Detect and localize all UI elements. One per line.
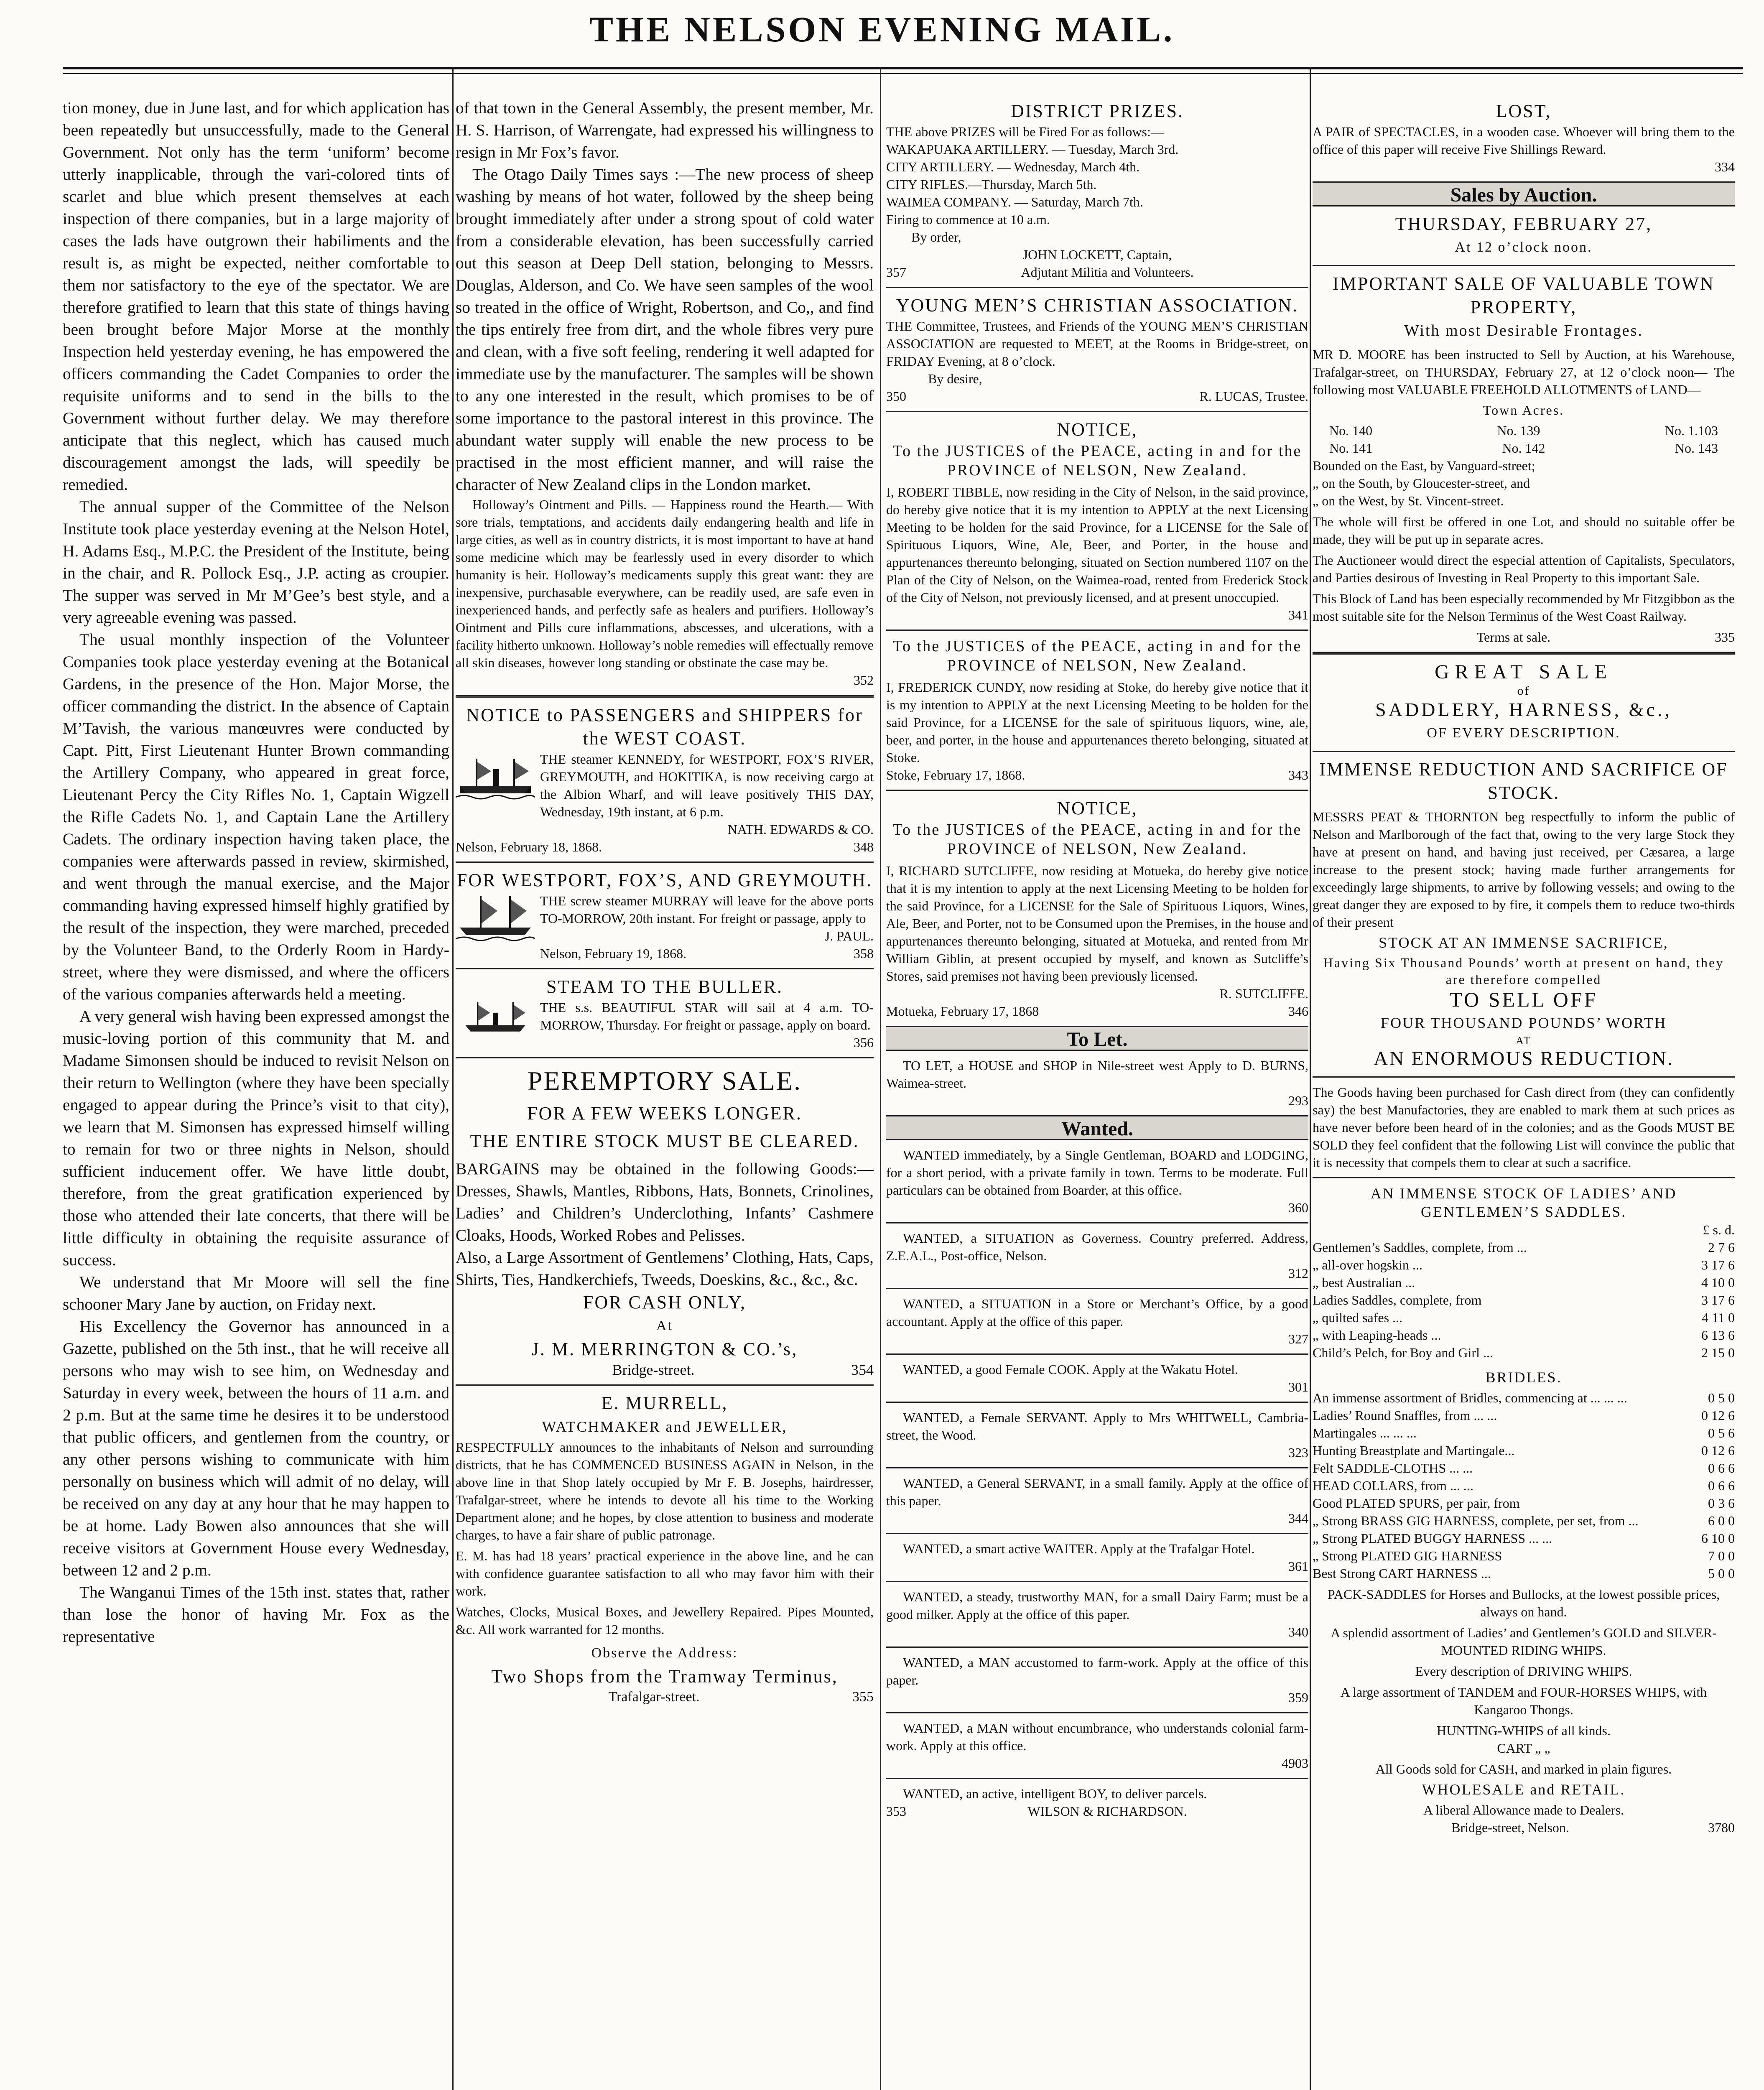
item-price: 2 15 0 bbox=[1701, 1345, 1735, 1360]
holloway-ad: Holloway’s Ointment and Pills. — Happiness round the Hearth.— With sore trials, temptations, and accidents daily endangering health and life in large cities, as well as in country districts, it is most important to have at hand some medicine which may be fearlessly used in every disorder to which humanity is heir. Holloway’s medicaments supply this great want: they are inexpensive, purchasable everywhere, can be readily used, are safe even in inexperienced hands, and perfectly safe as healers and purifiers. Holloway’s Ointment and Pills cure inflammations, abscesses, and ulcerations, with a facility hitherto unknown. Holloway’s noble remedies will effectually remove all skin diseases, however long standing or obstinate the case may be. bbox=[456, 497, 874, 670]
ad-signature: Adjutant Militia and Volunteers. bbox=[1021, 265, 1194, 280]
ad-subheading: OF EVERY DESCRIPTION. bbox=[1427, 725, 1621, 741]
ad-number: 361 bbox=[1288, 1559, 1308, 1574]
ad-body: THE steamer KENNEDY, for WESTPORT, FOX’S RIVER, GREYMOUTH, and HOKITIKA, is now receiving cargo at the Albion Wharf, and will leave positively THIS DAY, Wednesday, 19th instant, at 6 p.m. bbox=[540, 752, 874, 819]
item-price: 0 5 6 bbox=[1708, 1425, 1735, 1440]
masthead-rule-thin bbox=[63, 73, 1743, 74]
item-name: HEAD COLLARS, from ... ... bbox=[1313, 1478, 1473, 1493]
column-divider bbox=[452, 67, 454, 2090]
ad-subheading: THE ENTIRE STOCK MUST BE CLEARED. bbox=[470, 1131, 859, 1151]
separator bbox=[1313, 265, 1735, 266]
ad-line: Observe the Address: bbox=[591, 1645, 738, 1661]
steamer-icon bbox=[456, 750, 535, 805]
ad-wanted: WANTED, a Female SERVANT. Apply to Mrs WHITWELL, Cambria-street, the Wood. bbox=[886, 1410, 1308, 1443]
item-price: 7 0 0 bbox=[1708, 1548, 1735, 1563]
ad-line: „ on the West, by St. Vincent-street. bbox=[1313, 493, 1504, 508]
item-price: 0 6 6 bbox=[1708, 1478, 1735, 1493]
ad-body: The Auctioneer would direct the especial attention of Capitalists, Speculators, and Parties desirous of Investing in Real Property to this important Sale. bbox=[1313, 553, 1735, 585]
ad-body: Watches, Clocks, Musical Boxes, and Jewellery Repaired. Pipes Mounted, &c. All work warranted for 12 months. bbox=[456, 1604, 874, 1637]
ad-subheading: With most Desirable Frontages. bbox=[1404, 322, 1643, 339]
lot-number: No. 143 bbox=[1675, 441, 1718, 456]
ad-line: Having Six Thousand Pounds’ worth at present on hand, they are therefore compelled bbox=[1323, 955, 1724, 987]
item-name: „ Strong BRASS GIG HARNESS, complete, per set, from ... bbox=[1313, 1513, 1639, 1528]
item-name: „ quilted safes ... bbox=[1313, 1310, 1403, 1325]
ad-wanted: WANTED, a good Female COOK. Apply at the Wakatu Hotel. bbox=[903, 1362, 1239, 1377]
item-price: 2 7 6 bbox=[1708, 1240, 1735, 1255]
article-paragraph: We understand that Mr Moore will sell the fine schooner Mary Jane by auction, on Friday next. bbox=[63, 1273, 449, 1313]
ad-line: AT bbox=[1516, 1035, 1532, 1047]
column-divider bbox=[880, 67, 881, 2090]
ad-number: 293 bbox=[1288, 1093, 1308, 1108]
ad-body: THE Committee, Trustees, and Friends of the YOUNG MEN’S CHRISTIAN ASSOCIATION are requested to MEET, at the Rooms in Bridge-street, on FRIDAY Evening, at 8 o’clock. bbox=[886, 319, 1308, 369]
saddle-price-list bbox=[1313, 1239, 1735, 1361]
ad-street: Trafalgar-street. bbox=[608, 1689, 700, 1705]
ad-number: 359 bbox=[1288, 1690, 1308, 1705]
ad-subheading: WATCHMAKER and JEWELLER, bbox=[542, 1418, 788, 1435]
price-row bbox=[1313, 1407, 1735, 1424]
lot-number: No. 139 bbox=[1497, 423, 1540, 438]
ad-number: 343 bbox=[1288, 767, 1308, 782]
ad-number: 356 bbox=[854, 1035, 874, 1050]
steamer-icon bbox=[456, 999, 535, 1045]
ad-line: CART „ „ bbox=[1497, 1741, 1550, 1756]
lot-number: No. 141 bbox=[1329, 441, 1373, 456]
item-price: 0 5 0 bbox=[1708, 1390, 1735, 1405]
ad-number: 323 bbox=[1288, 1445, 1308, 1460]
ad-subheading: FOR A FEW WEEKS LONGER. bbox=[527, 1103, 802, 1124]
ad-number: 360 bbox=[1288, 1200, 1308, 1215]
ad-heading: IMPORTANT SALE OF VALUABLE TOWN PROPERTY, bbox=[1333, 273, 1715, 317]
separator bbox=[886, 1288, 1308, 1289]
ad-body: THE above PRIZES will be Fired For as follows:— bbox=[886, 124, 1164, 139]
list-heading: AN IMMENSE STOCK OF LADIES’ AND GENTLEMEN’S SADDLES. bbox=[1370, 1185, 1677, 1220]
lot-number: No. 1.103 bbox=[1665, 423, 1718, 438]
price-row bbox=[1313, 1424, 1735, 1442]
ad-date: Motueka, February 17, 1868 bbox=[886, 1004, 1039, 1019]
item-price: 0 12 6 bbox=[1701, 1443, 1735, 1458]
item-name: „ all-over hogskin ... bbox=[1313, 1257, 1423, 1272]
item-price: 3 17 6 bbox=[1701, 1257, 1735, 1272]
ad-street: Bridge-street, Nelson. bbox=[1451, 1820, 1569, 1835]
ad-line: „ on the South, by Gloucester-street, and bbox=[1313, 476, 1530, 491]
price-row bbox=[1313, 1442, 1735, 1459]
item-price: 5 0 0 bbox=[1708, 1566, 1735, 1581]
ad-date: Nelson, February 18, 1868. bbox=[456, 839, 602, 854]
ad-wanted: WANTED, an active, intelligent BOY, to deliver parcels. bbox=[903, 1786, 1207, 1801]
price-row bbox=[1313, 1459, 1735, 1477]
column-3 bbox=[886, 97, 1308, 1820]
article-paragraph: The Wanganui Times of the 15th inst. states that, rather than lose the honor of having Mr. Fox as the representative bbox=[63, 1583, 449, 1646]
ad-wanted: WANTED, a General SERVANT, in a small family. Apply at the office of this paper. bbox=[886, 1476, 1308, 1508]
price-row bbox=[1313, 1344, 1735, 1361]
price-row bbox=[1313, 1389, 1735, 1407]
separator bbox=[1313, 1076, 1735, 1078]
ad-date: Nelson, February 19, 1868. bbox=[540, 946, 687, 961]
ad-heading: STEAM TO THE BULLER. bbox=[546, 976, 783, 997]
ad-heading: PEREMPTORY SALE. bbox=[527, 1066, 802, 1096]
ad-number: 334 bbox=[1715, 159, 1735, 174]
ad-number: 355 bbox=[852, 1689, 874, 1705]
ad-number: 327 bbox=[1288, 1331, 1308, 1346]
ad-signature: JOHN LOCKETT, Captain, bbox=[1022, 247, 1172, 262]
price-row bbox=[1313, 1494, 1735, 1512]
ad-subheading: SADDLERY, HARNESS, &c., bbox=[1375, 699, 1672, 720]
ad-body: Also, a Large Assortment of Gentlemens’ Clothing, Hats, Caps, Shirts, Ties, Handkerchiefs, Tweeds, Doeskins, &c., &c., &c. bbox=[456, 1248, 874, 1289]
separator bbox=[886, 287, 1308, 288]
lot-number: No. 140 bbox=[1329, 423, 1373, 438]
ad-number: 357 bbox=[886, 265, 906, 280]
separator bbox=[886, 1778, 1308, 1779]
ad-body: MESSRS PEAT & THORNTON beg respectfully to inform the public of Nelson and Marlborough of the fact that, owing to the very large Stock they have at present on hand, and having just received, per Cæsarea, a large increase to the present stock; having made further arrangements for exceedingly large shipments, to arrive by following vessels; and owing to the great danger they are exposed to by fire, it compels them to reduce two-thirds of their present bbox=[1313, 809, 1735, 930]
ad-number: 3780 bbox=[1708, 1820, 1735, 1835]
ad-number: 358 bbox=[854, 946, 874, 961]
ad-subheading: To the JUSTICES of the PEACE, acting in and for the PROVINCE of NELSON, New Zealand. bbox=[892, 821, 1302, 858]
ad-to-let: TO LET, a HOUSE and SHOP in Nile-street west Apply to D. BURNS, Waimea-street. bbox=[886, 1058, 1308, 1091]
ad-date: Stoke, February 17, 1868. bbox=[886, 767, 1025, 782]
ad-subheading: To the JUSTICES of the PEACE, acting in and for the PROVINCE of NELSON, New Zealand. bbox=[892, 442, 1302, 479]
ad-number: 344 bbox=[1288, 1511, 1308, 1526]
price-header: £ s. d. bbox=[1703, 1222, 1735, 1237]
masthead bbox=[0, 0, 1764, 63]
ad-signature: WILSON & RICHARDSON. bbox=[1027, 1804, 1187, 1819]
ad-peremptory-sale bbox=[456, 1064, 874, 1379]
separator bbox=[456, 861, 874, 863]
ad-great-sale bbox=[1313, 660, 1735, 1836]
ad-number: 352 bbox=[854, 673, 874, 688]
ad-body: BARGAINS may be obtained in the following Goods:— Dresses, Shawls, Mantles, Ribbons, Hats, Bonnets, Crinolines, Ladies’ and Children’s Underclothing, Infants’ Cashmere Cloaks, Hoods, Worked Robes and Pelisses. bbox=[456, 1160, 874, 1244]
ad-body: THE screw steamer MURRAY will leave for the above ports TO-MORROW, 20th instant. For freight or passage, apply to bbox=[540, 893, 874, 926]
column-divider bbox=[1310, 67, 1311, 2090]
ad-number: 350 bbox=[886, 389, 906, 404]
ad-line: Every description of DRIVING WHIPS. bbox=[1415, 1664, 1632, 1679]
ad-number: 312 bbox=[1288, 1266, 1308, 1281]
steamer-icon bbox=[456, 892, 535, 946]
ad-subheading: To the JUSTICES of the PEACE, acting in and for the PROVINCE of NELSON, New Zealand. bbox=[892, 637, 1302, 674]
separator bbox=[886, 1712, 1308, 1713]
price-row bbox=[1313, 1547, 1735, 1565]
ad-line: of bbox=[1517, 684, 1530, 698]
ad-wanted: WANTED, a SITUATION as Governess. Country preferred. Address, Z.E.A.L., Post-office, Nelson. bbox=[886, 1231, 1308, 1263]
separator bbox=[886, 411, 1308, 412]
ad-body: I, FREDERICK CUNDY, now residing at Stoke, do hereby give notice that it is my intention to APPLY at the next Licensing Meeting to be holden for the said Province, for a LICENSE for the sale of spirituous liquors, wine, ale, beer, and porter, in the house and appurtenances thereto belonging, situated at Stoke. bbox=[886, 680, 1308, 765]
ad-line: A large assortment of TANDEM and FOUR-HORSES WHIPS, with Kangaroo Thongs. bbox=[1340, 1685, 1707, 1717]
ad-number: 335 bbox=[1714, 630, 1735, 645]
separator bbox=[456, 695, 874, 698]
ad-signature: NATH. EDWARDS & CO. bbox=[727, 822, 874, 837]
separator bbox=[886, 1353, 1308, 1355]
article-paragraph: of that town in the General Assembly, the present member, Mr. H. S. Harrison, of Warrengate, had expressed his willingness to resign in Mr Fox’s favor. bbox=[456, 99, 874, 161]
section-bar-to-let: To Let. bbox=[886, 1026, 1308, 1051]
ad-street: Bridge-street. bbox=[612, 1361, 695, 1378]
item-name: An immense assortment of Bridles, commencing at ... ... ... bbox=[1313, 1390, 1627, 1405]
ad-line: At bbox=[656, 1318, 673, 1333]
ad-town-property-auction bbox=[1313, 212, 1735, 646]
ad-wanted: WANTED, a steady, trustworthy MAN, for a small Dairy Farm; must be a good milker. Apply at the office of this paper. bbox=[886, 1589, 1308, 1622]
ad-body: This Block of Land has been especially recommended by Mr Fitzgibbon as the most suitable site for the Nelson Terminus of the West Coast Railway. bbox=[1313, 591, 1735, 624]
notice-sutcliffe bbox=[886, 797, 1308, 1020]
price-row bbox=[1313, 1512, 1735, 1529]
ad-line: TO SELL OFF bbox=[1449, 988, 1598, 1011]
item-name: Ladies Saddles, complete, from bbox=[1313, 1292, 1482, 1308]
article-paragraph: tion money, due in June last, and for which application has been repeatedly but unsuccessfully, made to the General Government. Not only has the term ‘uniform’ become utterly inapplicable, through the vari-colored tints of scarlet and blue which present themselves at each inspection of there companies, but in a large majority of cases the lads have outgrown their habiliments and the result is, as might be expected, neither comfortable to them nor satisfactory to the eye of the spectator. We are therefore gratified to learn that this state of things having been brought before Major Morse at the monthly Inspection held yesterday evening, he has empowered the officers commanding the Cadet Companies to order the requisite uniforms and to send in the bills to the Government without further delay. We may therefore anticipate that this neglect, which has caused much discouragement amongst the lads, will speedily be remedied. bbox=[63, 99, 449, 494]
ad-wanted: WANTED, a SITUATION in a Store or Merchant’s Office, by a good accountant. Apply at the office of this paper. bbox=[886, 1296, 1308, 1329]
separator bbox=[1313, 751, 1735, 752]
item-name: Hunting Breastplate and Martingale... bbox=[1313, 1443, 1515, 1458]
ad-line: All Goods sold for CASH, and marked in plain figures. bbox=[1375, 1761, 1672, 1776]
ad-line: Firing to commence at 10 a.m. bbox=[886, 212, 1050, 227]
separator bbox=[456, 1384, 874, 1386]
ad-line: By order, bbox=[911, 229, 961, 245]
item-name: Ladies’ Round Snaffles, from ... ... bbox=[1313, 1408, 1497, 1423]
item-price: 6 13 6 bbox=[1701, 1328, 1735, 1343]
item-name: Good PLATED SPURS, per pair, from bbox=[1313, 1496, 1520, 1511]
item-price: 6 0 0 bbox=[1708, 1513, 1735, 1528]
article-paragraph: His Excellency the Governor has announced in a Gazette, published on the 5th inst., that he will receive all persons who may wish to see him, on Wednesday and Saturday in every week, between the hours of 11 a.m. and 2 p.m. But at the same time he desires it to be understood that public officers, and gentlemen from the country, or any other persons wishing to communicate with him personally on business which will admit of no delay, will be received on any day at any hour that he may happen to be at home. Lady Bowen also announces that she will receive visitors at Government House every Wednesday, between 12 and 2 p.m. bbox=[63, 1317, 449, 1579]
ad-line: WAIMEA COMPANY. — Saturday, March 7th. bbox=[886, 194, 1143, 209]
ad-line: CITY ARTILLERY. — Wednesday, March 4th. bbox=[886, 159, 1140, 174]
ad-signature: R. LUCAS, Trustee. bbox=[1199, 389, 1308, 404]
item-name: Gentlemen’s Saddles, complete, from ... bbox=[1313, 1240, 1527, 1255]
auction-time: At 12 o’clock noon. bbox=[1455, 240, 1593, 255]
price-row bbox=[1313, 1529, 1735, 1547]
ad-heading: LOST, bbox=[1496, 101, 1552, 121]
section-bar-wanted: Wanted. bbox=[886, 1115, 1308, 1140]
ad-wanted: WANTED, a smart active WAITER. Apply at the Trafalgar Hotel. bbox=[903, 1541, 1255, 1556]
item-price: 0 6 6 bbox=[1708, 1460, 1735, 1476]
price-row bbox=[1313, 1309, 1735, 1326]
ad-heading: DISTRICT PRIZES. bbox=[1011, 101, 1184, 121]
list-heading: BRIDLES. bbox=[1485, 1369, 1562, 1386]
ad-firm: J. M. MERRINGTON & CO.’s, bbox=[531, 1339, 798, 1359]
ad-number: 301 bbox=[1288, 1379, 1308, 1394]
article-paragraph: The usual monthly inspection of the Volunteer Companies took place yesterday evening at the Botanical Gardens, in the presence of the Hon. Major Morse, the officer commanding the district. In the absence of Captain M’Tavish, the various manœuvres were conducted by Capt. Pitt, First Lieutenant Hunter Brown commanding the Artillery Company, who appeared in great force, Lieutenant Percy the City Rifles No. 1, Captain Wigzell the Rifle Cadets No. 1, and Captain Lane the Artillery Cadets. The ordinary inspection having taken place, the companies were afterwards passed in review, skirmished, and went through the manual exercise, and the Major commanding having expressed himself highly gratified by the result of the inspection, they were marched, preceded by the Volunteer Band, to the Orderly Room in Hardy-street, where they were dismissed, and where the officers of the various companies afterwards held a meeting. bbox=[63, 630, 449, 1003]
ad-number: 354 bbox=[851, 1361, 874, 1378]
ad-body: E. M. has had 18 years’ practical experience in the above line, and he can with confidence guarantee satisfaction to all who may favor him with their work. bbox=[456, 1548, 874, 1598]
ad-signature: R. SUTCLIFFE. bbox=[1219, 986, 1308, 1001]
ad-address: Two Shops from the Tramway Terminus, bbox=[491, 1666, 838, 1687]
ad-number: 4903 bbox=[1282, 1756, 1308, 1771]
separator bbox=[886, 1581, 1308, 1582]
separator bbox=[456, 968, 874, 969]
ad-ymca bbox=[886, 294, 1308, 405]
separator bbox=[886, 630, 1308, 631]
separator bbox=[456, 1057, 874, 1058]
ad-wanted: WANTED immediately, by a Single Gentleman, BOARD and LODGING, for a short period, with a private family in town. Terms to be moderate. Full particulars can be obtained from Boarder, at this office. bbox=[886, 1147, 1308, 1198]
ad-line: A splendid assortment of Ladies’ and Gentlemen’s GOLD and SILVER-MOUNTED RIDING WHIPS. bbox=[1331, 1625, 1717, 1658]
ad-body: I, ROBERT TIBBLE, now residing in the City of Nelson, in the said province, do hereby give notice that it is my intention to APPLY at the next Licensing Meeting to be holden for the said Province, for a LICENSE for the Sale of Spirituous Liquors, Wine, Ale, Beer, and Porter, in the house and appurtenances thereunto belonging, situated on Section numbered 1107 on the Plan of the City of Nelson, on the Waimea-road, rented from Frederick Stock of the City of Nelson, not previously licensed, and at present unoccupied. bbox=[886, 484, 1308, 605]
ad-murray bbox=[456, 869, 874, 962]
ad-line: PACK-SADDLES for Horses and Bullocks, at the lowest possible prices, always on hand. bbox=[1327, 1587, 1720, 1619]
ad-number: 353 bbox=[886, 1804, 906, 1819]
ad-heading: NOTICE, bbox=[1057, 798, 1138, 818]
item-name: Best Strong CART HARNESS ... bbox=[1313, 1566, 1491, 1581]
item-name: „ with Leaping-heads ... bbox=[1313, 1328, 1441, 1343]
price-row bbox=[1313, 1477, 1735, 1494]
ad-beautiful-star bbox=[456, 975, 874, 1051]
ad-line: FOR CASH ONLY, bbox=[583, 1292, 747, 1313]
ad-line: FOUR THOUSAND POUNDS’ WORTH bbox=[1381, 1014, 1667, 1031]
price-row bbox=[1313, 1291, 1735, 1309]
separator bbox=[886, 1647, 1308, 1648]
price-row bbox=[1313, 1274, 1735, 1291]
article-paragraph: The Otago Daily Times says :—The new process of sheep washing by means of hot water, followed by the sheep being brought immediately after under a strong spout of cold water from a considerable elevation, has been successfully carried out this season at Deep Dell station, belonging to Messrs. Douglas, Alderson, and Co. We have seen samples of the wool so treated in the office of Wright, Robertson, and Co,, and find the tips entirely free from dirt, and the whole fibres very pure and clean, with a five soft feeling, rendering it well adapted for immediate use by the manufacturer. The samples will be shown to any one interested in the result, which promises to be of some importance to the pastoral interest in this province. The abundant water supply will enable the new process to be practised in the most efficient manner, and will raise the character of New Zealand clips in the London market. bbox=[456, 165, 874, 494]
item-price: 4 11 0 bbox=[1702, 1310, 1735, 1325]
column-4 bbox=[1313, 97, 1735, 1842]
separator bbox=[1313, 1177, 1735, 1178]
ad-line: By desire, bbox=[928, 371, 982, 386]
ad-line: HUNTING-WHIPS of all kinds. bbox=[1437, 1723, 1611, 1738]
ad-body: MR D. MOORE has been instructed to Sell by Auction, at his Warehouse, Trafalgar-street, on THURSDAY, February 27, at 12 o’clock noon— The following most VALUABLE FREEHOLD ALLOTMENTS of LAND— bbox=[1313, 347, 1735, 397]
ad-heading: E. MURRELL, bbox=[601, 1393, 728, 1413]
separator bbox=[886, 790, 1308, 791]
item-name: Child’s Pelch, for Boy and Girl ... bbox=[1313, 1345, 1493, 1360]
item-price: 0 12 6 bbox=[1701, 1408, 1735, 1423]
ad-number: 341 bbox=[1288, 607, 1308, 622]
ad-district-prizes bbox=[886, 99, 1308, 281]
price-row bbox=[1313, 1256, 1735, 1274]
ad-subheading: IMMENSE REDUCTION AND SACRIFICE OF STOCK. bbox=[1319, 759, 1728, 803]
ad-heading: FOR WESTPORT, FOX’S, AND GREYMOUTH. bbox=[456, 870, 873, 890]
ad-heading: NOTICE, bbox=[1057, 419, 1138, 440]
notice-tibble bbox=[886, 418, 1308, 624]
article-paragraph: A very general wish having been expressed amongst the music-loving portion of this community that M. and Madame Simonsen should be induced to revisit Nelson on their return to Wellington (where they have been specially engaged to appear during the Prince’s visit to that city), we learn that M. Simonsen has expressed himself willing to remain for two or three nights in Nelson, should sufficient inducement offer. We have little doubt, therefore, from the great gratification experienced by those who attended their late concerts, that there will be little difficulty in obtaining the requisite assurance of success. bbox=[63, 1007, 449, 1269]
item-name: „ Strong PLATED GIG HARNESS bbox=[1313, 1548, 1502, 1563]
ad-lost bbox=[1313, 99, 1735, 176]
ad-line: CITY RIFLES.—Thursday, March 5th. bbox=[886, 177, 1097, 192]
ad-heading: YOUNG MEN’S CHRISTIAN ASSOCIATION. bbox=[896, 295, 1299, 316]
column-2 bbox=[456, 97, 874, 1712]
ad-terms: Terms at sale. bbox=[1476, 630, 1551, 645]
ad-number: 346 bbox=[1288, 1004, 1308, 1019]
article-paragraph: The annual supper of the Committee of the Nelson Institute took place yesterday evening at the Nelson Hotel, H. Adams Esq., M.P.C. the President of the Institute, being in the chair, and R. Pollock Esq., J.P. acting as croupier. The supper was served in Mr M’Gee’s best style, and a very agreeable evening was passed. bbox=[63, 497, 449, 627]
ad-murrell bbox=[456, 1392, 874, 1706]
notice-cundy bbox=[886, 637, 1308, 784]
ad-heading: GREAT SALE bbox=[1435, 661, 1613, 683]
item-name: „ Strong PLATED BUGGY HARNESS ... ... bbox=[1313, 1531, 1552, 1546]
auction-date: THURSDAY, FEBRUARY 27, bbox=[1395, 214, 1652, 234]
bridle-price-list bbox=[1313, 1389, 1735, 1582]
item-name: Martingales ... ... ... bbox=[1313, 1425, 1417, 1440]
ad-kennedy bbox=[456, 703, 874, 856]
ad-line: AN ENORMOUS REDUCTION. bbox=[1373, 1048, 1674, 1070]
section-bar-auction: Sales by Auction. bbox=[1313, 181, 1735, 206]
ad-body: A PAIR of SPECTACLES, in a wooden case. Whoever will bring them to the office of this paper will receive Five Shillings Reward. bbox=[1313, 124, 1735, 157]
ad-body: The whole will first be offered in one Lot, and should no suitable offer be made, they will be put up in separate acres. bbox=[1313, 514, 1735, 547]
item-price: 3 17 6 bbox=[1701, 1292, 1735, 1308]
ad-line: A liberal Allowance made to Dealers. bbox=[1423, 1802, 1624, 1817]
ad-signature: J. PAUL. bbox=[824, 928, 874, 943]
ad-line: Town Acres. bbox=[1483, 403, 1565, 418]
ad-line: WAKAPUAKA ARTILLERY. — Tuesday, March 3rd. bbox=[886, 142, 1179, 157]
item-price: 6 10 0 bbox=[1701, 1531, 1735, 1546]
column-1 bbox=[63, 97, 449, 1648]
newspaper-title: THE NELSON EVENING MAIL. bbox=[589, 9, 1175, 49]
ad-body: The Goods having been purchased for Cash direct from (they can confidently say) the best Manufactories, they are enabled to mark them at such prices as have never before been heard of in the colonies; and as the Goods MUST BE SOLD they feel confident that the following List will convince the public that it is necessity that compels them to clear at such a sacrifice. bbox=[1313, 1085, 1735, 1170]
ad-line: STOCK AT AN IMMENSE SACRIFICE, bbox=[1379, 934, 1669, 951]
ad-wanted: WANTED, a MAN without encumbrance, who understands colonial farm-work. Apply at this office. bbox=[886, 1720, 1308, 1753]
masthead-rule bbox=[63, 67, 1743, 69]
ad-body: RESPECTFULLY announces to the inhabitants of Nelson and surrounding districts, that he has COMMENCED BUSINESS AGAIN in Nelson, in the above line in that Shop lately occupied by Mr F. B. Josephs, hairdresser, Trafalgar-street, where he intends to devote all his time to the Working Department alone; and he hopes, by close attention to business and moderate charges, to have a fair share of public patronage. bbox=[456, 1440, 874, 1542]
price-row bbox=[1313, 1239, 1735, 1256]
lot-number: No. 142 bbox=[1502, 441, 1545, 456]
separator bbox=[1313, 652, 1735, 655]
separator bbox=[886, 1222, 1308, 1223]
ad-number: 348 bbox=[854, 839, 874, 854]
item-name: Felt SADDLE-CLOTHS ... ... bbox=[1313, 1460, 1473, 1476]
ad-number: 340 bbox=[1288, 1624, 1308, 1639]
ad-line: Bounded on the East, by Vanguard-street; bbox=[1313, 458, 1535, 473]
price-row bbox=[1313, 1326, 1735, 1344]
ad-line: WHOLESALE and RETAIL. bbox=[1422, 1781, 1626, 1798]
price-row bbox=[1313, 1565, 1735, 1582]
ad-heading: NOTICE to PASSENGERS and SHIPPERS for the WEST COAST. bbox=[466, 705, 863, 749]
ad-body: THE s.s. BEAUTIFUL STAR will sail at 4 a.m. TO-MORROW, Thursday. For freight or passage, apply on board. bbox=[540, 1000, 874, 1032]
item-price: 0 3 6 bbox=[1708, 1496, 1735, 1511]
separator bbox=[886, 1402, 1308, 1403]
ad-wanted: WANTED, a MAN accustomed to farm-work. Apply at the office of this paper. bbox=[886, 1655, 1308, 1687]
separator bbox=[886, 1467, 1308, 1468]
separator bbox=[886, 1533, 1308, 1534]
item-name: „ best Australian ... bbox=[1313, 1275, 1415, 1290]
ad-body: I, RICHARD SUTCLIFFE, now residing at Motueka, do hereby give notice that it is my intention to apply at the next Licensing Meeting to be holden for the said Province, for a LICENSE for the Sale of Spirituous Liquors, Wines, Ale, Beer, and Porter, not to be Consumed upon the Premises, in the house and appurtenances thereunto belonging, situated at Motueka, and rented from Mr William Giblin, at present occupied by myself, and known as Sutcliffe’s Stores, said premises not having been previously licensed. bbox=[886, 863, 1308, 984]
item-price: 4 10 0 bbox=[1701, 1275, 1735, 1290]
